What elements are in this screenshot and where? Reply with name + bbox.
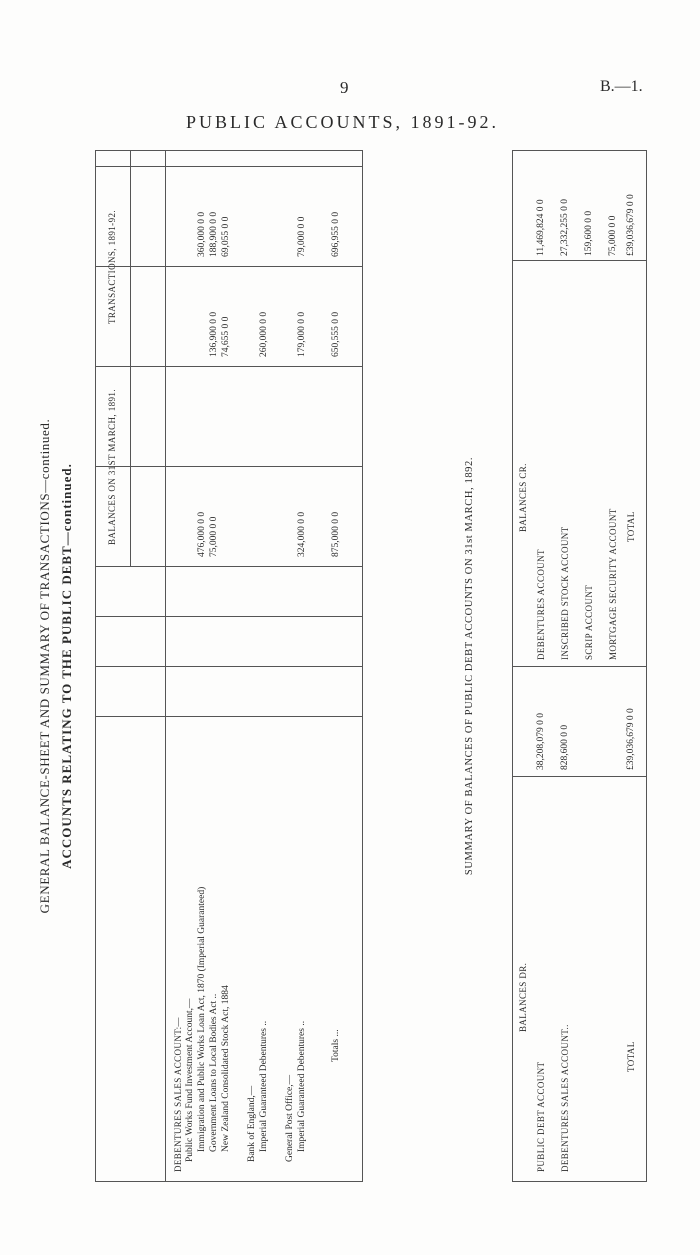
summary-right-label-0: DEBENTURES ACCOUNT: [536, 549, 546, 660]
summary-right-value-2: 159,600 0 0: [584, 210, 594, 256]
summary-right-label-1: INSCRIBED STOCK ACCOUNT: [560, 526, 570, 660]
summary-right-value-0: 11,469,824 0 0: [536, 199, 546, 256]
summary-table-block: [464, 150, 647, 1182]
cell-b91-dr-2: 476,000 0 0: [197, 511, 207, 557]
summary-right-total-label: TOTAL: [626, 511, 636, 542]
summary-left-total-label: TOTAL: [626, 1041, 636, 1072]
cell-t-dr-3: 136,900 0 0: [209, 311, 219, 357]
cell-b91-dr-8: 324,000 0 0: [297, 511, 307, 557]
summary-left-header: BALANCES DR.: [518, 962, 528, 1032]
summary-left-total-value: £39,036,679 0 0: [626, 708, 636, 770]
row-label-imp-deb-1: Imperial Guaranteed Debentures ..: [259, 1020, 269, 1152]
cell-b91-dr-9: 875,000 0 0: [331, 511, 341, 557]
row-label-pwf: Public Works Fund Investment Account,—: [185, 998, 195, 1162]
row-label-debentures-sales: DEBENTURES SALES ACCOUNT:—: [173, 1017, 183, 1172]
page-heading: PUBLIC ACCOUNTS, 1891-92.: [186, 112, 500, 132]
summary-right-value-3: 75,000 0 0: [608, 215, 618, 256]
cell-t-dr-4: 74,655 0 0: [221, 316, 231, 357]
row-label-bank-england: Bank of England,—: [247, 1085, 257, 1162]
cell-t-dr-9: 650,555 0 0: [331, 311, 341, 357]
summary-left-value-0: 38,208,079 0 0: [536, 713, 546, 770]
main-title: GENERAL BALANCE-SHEET AND SUMMARY OF TRANSACTIONS—continued.: [37, 418, 52, 914]
summary-left-label-1: DEBENTURES SALES ACCOUNT..: [560, 1024, 570, 1172]
group-header-transactions: TRANSACTIONS, 1891-92.: [107, 209, 117, 325]
row-label-nz-stock: New Zealand Consolidated Stock Act, 1884: [221, 985, 231, 1152]
summary-title: SUMMARY OF BALANCES OF PUBLIC DEBT ACCOUNTS ON 31st MARCH, 1892.: [464, 456, 475, 876]
cell-t-cr-4: 69,055 0 0: [221, 216, 231, 257]
row-label-imp-deb-2: Imperial Guaranteed Debentures ..: [297, 1020, 307, 1152]
summary-right-label-2: SCRIP ACCOUNT: [584, 584, 594, 660]
cell-b91-dr-3: 75,000 0 0: [209, 516, 219, 557]
row-label-totals: Totals ...: [331, 1029, 341, 1062]
summary-right-total-value: £39,036,679 0 0: [626, 194, 636, 256]
row-label-immigration: Immigration and Public Works Loan Act, 1870 (Imperial Guaranteed): [197, 886, 207, 1152]
cell-t-cr-2: 360,000 0 0: [197, 211, 207, 257]
row-label-gov-loans: Government Loans to Local Bodies Act ..: [209, 993, 219, 1152]
document-reference: B.—1.: [600, 78, 643, 95]
group-header-balances-1891: BALANCES ON 31ST MARCH, 1891.: [107, 389, 117, 545]
cell-t-cr-9: 696,955 0 0: [331, 211, 341, 257]
main-subtitle: ACCOUNTS RELATING TO THE PUBLIC DEBT—continued.: [59, 463, 74, 869]
row-label-gpo: General Post Office,—: [285, 1074, 295, 1162]
summary-left-label-0: PUBLIC DEBT ACCOUNT: [536, 1061, 546, 1172]
cell-t-cr-8: 79,000 0 0: [297, 216, 307, 257]
summary-right-value-1: 27,332,255 0 0: [560, 199, 570, 256]
balances-1892-overlay: [95, 150, 363, 1182]
cell-t-dr-8: 179,000 0 0: [297, 311, 307, 357]
summary-right-header: BALANCES CR.: [518, 463, 528, 532]
summary-right-label-3: MORTGAGE SECURITY ACCOUNT: [608, 508, 618, 660]
cell-t-dr-6: 260,000 0 0: [259, 311, 269, 357]
cell-t-cr-3: 188,900 0 0: [209, 211, 219, 257]
page-number: 9: [340, 78, 349, 97]
summary-left-value-1: 828,600 0 0: [560, 724, 570, 770]
